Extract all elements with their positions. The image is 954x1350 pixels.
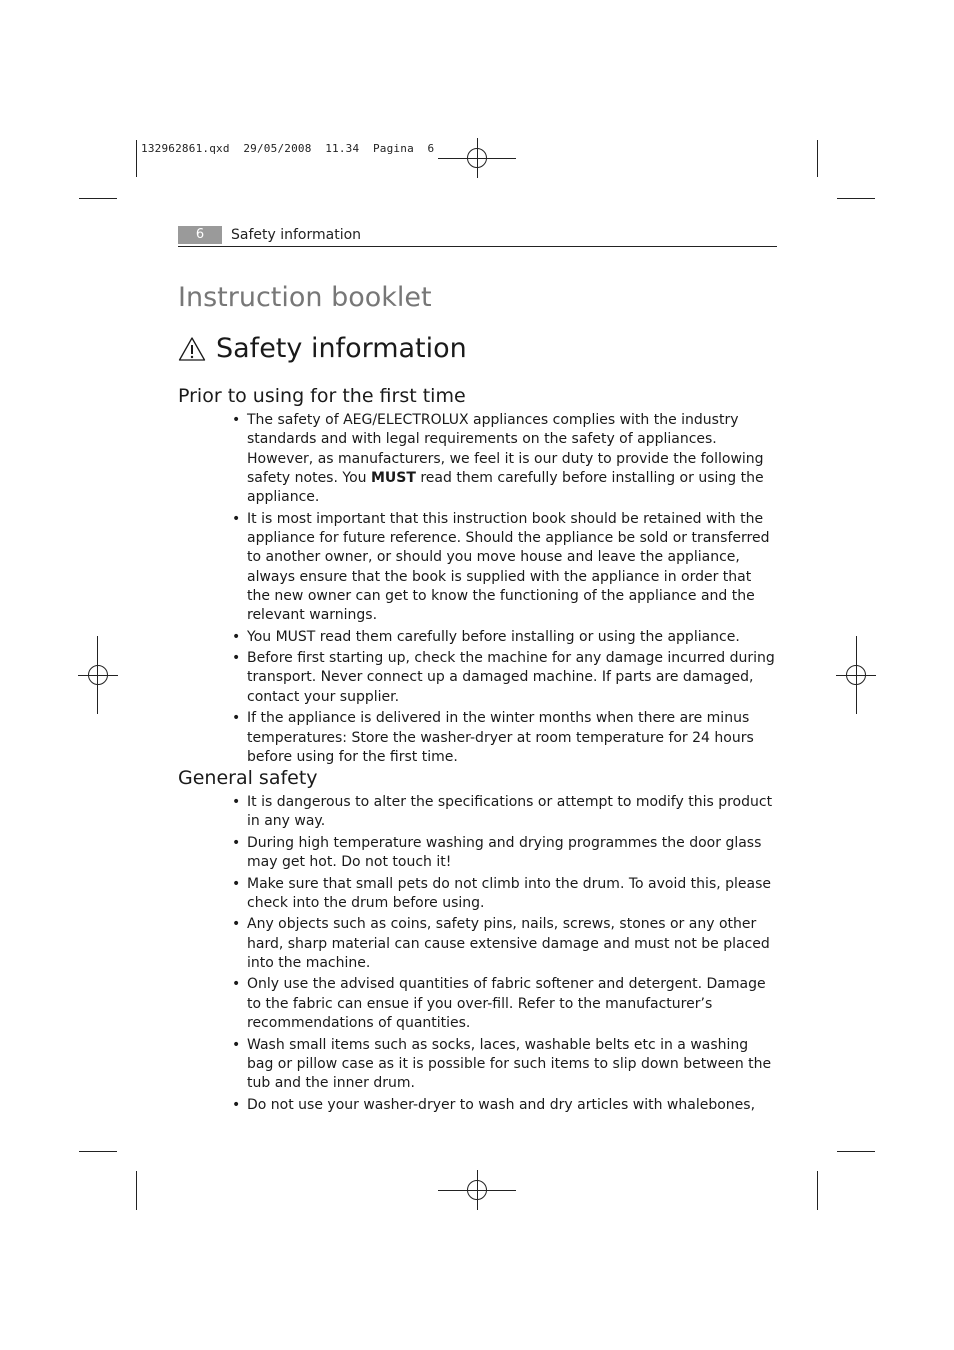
list-item: • You MUST read them carefully before installing or using the appliance. — [232, 628, 777, 647]
bullet-list-first-use — [232, 411, 777, 769]
list-item: • Before first starting up, check the machine for any damage incurred during transport. Never connect up a damaged machine. If parts are damaged, contact your supplier. — [232, 649, 777, 707]
header-rule — [178, 246, 777, 247]
list-item: • Make sure that small pets do not climb into the drum. To avoid this, please check into the drum before using. — [232, 875, 777, 914]
warning-triangle-icon — [178, 336, 206, 362]
list-item: • It is most important that this instruction book should be retained with the appliance for future reference. Should the appliance be sold or transferred to another owner, or should you move house and leave the appliance, always ensure that the book is supplied with the appliance in order that the new owner can get to know the functioning of the appliance and the relevant warnings. — [232, 510, 777, 626]
safety-heading — [178, 333, 467, 364]
section-heading-general-safety: General safety — [178, 767, 318, 789]
list-item: • It is dangerous to alter the specifications or attempt to modify this product in any way. — [232, 793, 777, 832]
booklet-title: Instruction booklet — [178, 282, 432, 313]
page-number: 6 — [178, 226, 222, 244]
print-slug: 132962861.qxd 29/05/2008 11.34 Pagina 6 — [141, 142, 435, 155]
list-item: • The safety of AEG/ELECTROLUX appliances complies with the industry standards and with legal requirements on the safety of appliances. However, as manufacturers, we feel it is our duty to provide the following safety notes. You MUST read them carefully before installing or using the appliance. — [232, 411, 777, 507]
list-item: • During high temperature washing and drying programmes the door glass may get hot. Do not touch it! — [232, 834, 777, 873]
list-item: • Do not use your washer-dryer to wash and dry articles with whalebones, — [232, 1096, 777, 1115]
list-item: • Any objects such as coins, safety pins, nails, screws, stones or any other hard, sharp material can cause extensive damage and must not be placed into the machine. — [232, 915, 777, 973]
list-item: • If the appliance is delivered in the winter months when there are minus temperatures: Store the washer-dryer at room temperature for 24 hours before using for the first time. — [232, 709, 777, 767]
bullet-list-general-safety — [232, 793, 777, 1117]
list-item: • Wash small items such as socks, laces, washable belts etc in a washing bag or pillow case as it is possible for such items to slip down between the tub and the inner drum. — [232, 1036, 777, 1094]
section-heading-first-use: Prior to using for the first time — [178, 385, 466, 407]
page-title: Safety information — [216, 333, 467, 364]
list-item: • Only use the advised quantities of fabric softener and detergent. Damage to the fabric can ensue if you over-fill. Refer to the manufacturer’s recommendations of quantities. — [232, 975, 777, 1033]
running-header: Safety information — [231, 227, 362, 243]
